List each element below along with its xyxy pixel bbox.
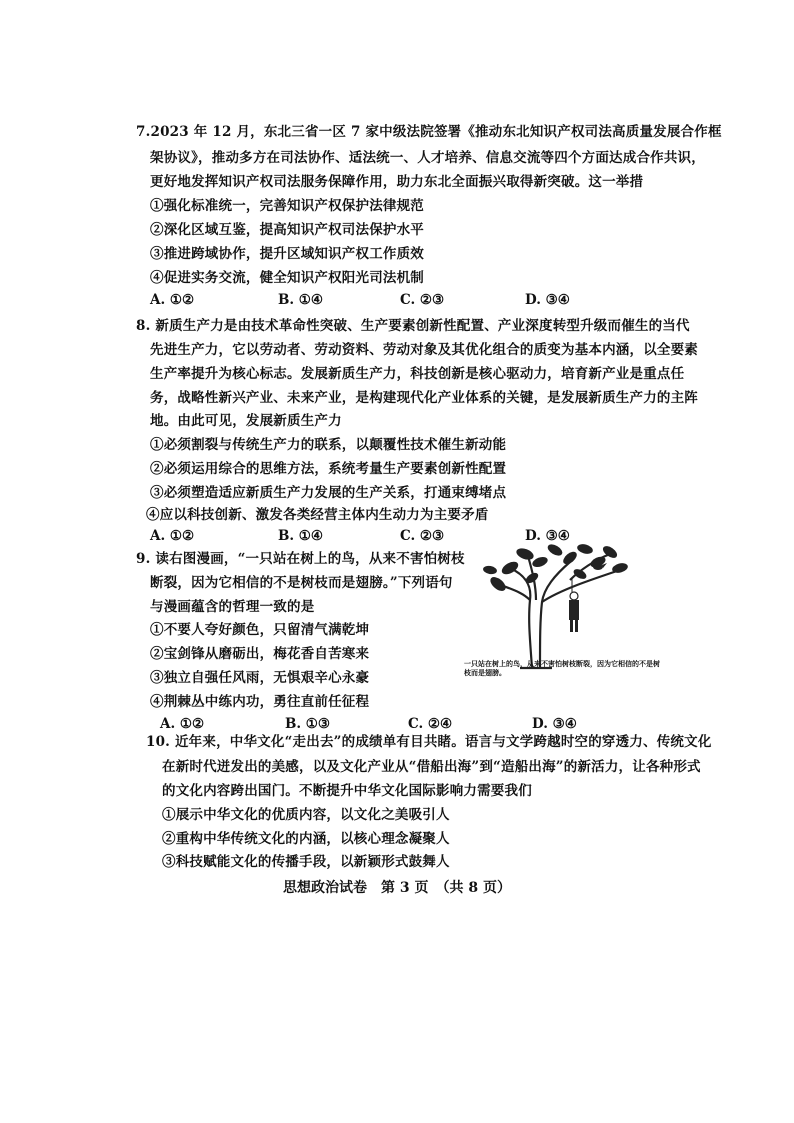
q7-option-b[interactable]: B. ①④ [278,292,324,308]
q8-statement: ①必须割裂与传统生产力的联系，以颠覆性技术催生新动能 [150,437,507,453]
q9-option-b[interactable]: B. ①③ [285,716,331,732]
q7-statement: ④促进实务交流，健全知识产权阳光司法机制 [150,270,424,286]
q9-statement: ④荆棘丛中练内功，勇往直前任征程 [150,694,370,710]
q9-statement: ②宝剑锋从磨砺出，梅花香自苦寒来 [150,646,370,662]
bird-tree-cartoon [470,540,660,675]
q8-line: 8. 新质生产力是由技术革命性突破、生产要素创新性配置、产业深度转型升级而催生的当代 [136,318,690,334]
q10-line: 的文化内容跨出国门。不断提升中华文化国际影响力需要我们 [162,783,532,799]
tree-trunk [495,554,620,668]
q9-line: 与漫画蕴含的哲理一致的是 [150,599,315,615]
q8-statement: ②必须运用综合的思维方法，系统考量生产要素创新性配置 [150,461,507,477]
q7-line: 更好地发挥知识产权司法服务保障作用，助力东北全面振兴取得新突破。这一举措 [150,174,644,190]
q8-statement: ④应以科技创新、激发各类经营主体内生动力为主要矛盾 [146,507,489,523]
q8-line: 务，战略性新兴产业、未来产业，是构建现代化产业体系的关键，是发展新质生产力的主阵 [150,390,698,406]
q8-line: 地。由此可见，发展新质生产力 [150,413,342,429]
cartoon-caption: 一只站在树上的鸟，从来不害怕树枝断裂，因为它相信的不是树枝而是翅膀。 [464,659,660,677]
q10-statement: ①展示中华文化的优质内容，以文化之美吸引人 [162,807,450,823]
q8-option-d[interactable]: D. ③④ [525,528,570,544]
q7-statement: ②深化区域互鉴，提高知识产权司法保护水平 [150,222,424,238]
q7-line: 架协议》，推动多方在司法协作、适法统一、人才培养、信息交流等四个方面达成合作共识， [150,150,705,166]
q7-statement: ③推进跨域协作，提升区域知识产权工作质效 [150,246,424,262]
q9-statement: ①不要人夸好颜色，只留清气满乾坤 [150,622,370,638]
page-footer: 思想政治试卷 第 3 页 （共 8 页） [283,880,511,896]
q8-line: 先进生产力，它以劳动者、劳动资料、劳动对象及其优化组合的质变为基本内涵，以全要素 [150,342,698,358]
q9-option-d[interactable]: D. ③④ [532,716,577,732]
q10-line: 在新时代迸发出的美感，以及文化产业从“借船出海”到“造船出海”的新活力，让各种形式 [162,759,701,775]
q7-line: 7.2023 年 12 月，东北三省一区 7 家中级法院签署《推动东北知识产权司法高质量发展合作框 [136,124,722,140]
q7-option-c[interactable]: C. ②③ [400,292,445,308]
q9-line: 9. 读右图漫画，“一只站在树上的鸟，从来不害怕树枝 [136,551,465,567]
q10-statement: ②重构中华传统文化的内涵，以核心理念凝聚人 [162,831,450,847]
q8-statement: ③必须塑造适应新质生产力发展的生产关系，打通束缚堵点 [150,485,507,501]
q7-statement: ①强化标准统一，完善知识产权保护法律规范 [150,198,424,214]
q10-statement: ③科技赋能文化的传播手段，以新颖形式鼓舞人 [162,854,450,870]
q9-option-c[interactable]: C. ②④ [408,716,453,732]
q8-option-a[interactable]: A. ①② [150,528,195,544]
q8-line: 生产率提升为核心标志。发展新质生产力，科技创新是核心驱动力，培育新产业是重点任 [150,366,685,382]
q9-option-a[interactable]: A. ①② [160,716,205,732]
q9-line: 断裂，因为它相信的不是树枝而是翅膀。”下列语句 [150,575,453,591]
q9-statement: ③独立自强任风雨，无惧艰辛心永豪 [150,670,370,686]
q8-option-c[interactable]: C. ②③ [400,528,445,544]
q7-option-a[interactable]: A. ①② [150,292,195,308]
q10-line: 10. 近年来，中华文化“走出去”的成绩单有目共睹。语言与文学跨越时空的穿透力、传统文化 [146,734,712,750]
q8-option-b[interactable]: B. ①④ [278,528,324,544]
q7-option-d[interactable]: D. ③④ [525,292,570,308]
